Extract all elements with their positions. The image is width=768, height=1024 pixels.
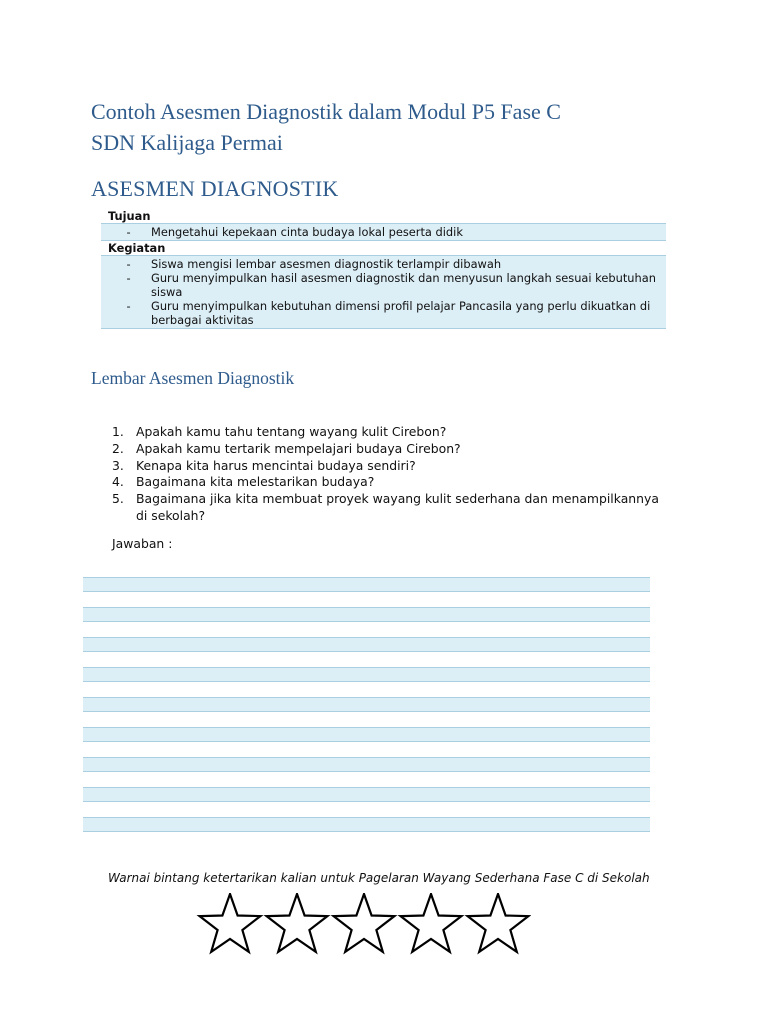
tujuan-label: Tujuan <box>108 209 151 223</box>
list-item <box>101 299 666 327</box>
question-item <box>112 458 672 475</box>
star-instruction: Warnai bintang ketertarikan kalian untuk Pagelaran Wayang Sederhana Fase C di Sekolah <box>108 871 650 885</box>
question-item <box>112 491 672 525</box>
dash-bullet: - <box>126 271 131 285</box>
list-item <box>101 271 666 299</box>
title-line-2: SDN Kalijaga Permai <box>91 130 283 155</box>
question-item <box>112 424 672 441</box>
question-list <box>112 424 672 525</box>
document-title <box>91 96 731 158</box>
dash-bullet: - <box>126 257 131 271</box>
kegiatan-label: Kegiatan <box>108 241 166 255</box>
star-icon[interactable] <box>401 894 462 952</box>
kegiatan-item-text: Siswa mengisi lembar asesmen diagnostik terlampir dibawah <box>151 257 502 271</box>
list-item <box>101 225 666 239</box>
question-text: Bagaimana jika kita membuat proyek wayang kulit sederhana dan menampilkannya di sekolah? <box>136 491 659 523</box>
answer-line[interactable] <box>83 757 650 772</box>
answer-label: Jawaban : <box>112 536 173 551</box>
list-item <box>101 257 666 271</box>
question-number: 4. <box>112 474 124 490</box>
kegiatan-band <box>101 255 666 329</box>
answer-line[interactable] <box>83 727 650 742</box>
star-icon[interactable] <box>200 894 261 952</box>
star-icon[interactable] <box>334 894 395 952</box>
answer-line[interactable] <box>83 607 650 622</box>
question-text: Apakah kamu tertarik mempelajari budaya Cirebon? <box>136 440 461 456</box>
worksheet-heading: Lembar Asesmen Diagnostik <box>91 368 295 388</box>
star-icon[interactable] <box>267 894 328 952</box>
question-text: Bagaimana kita melestarikan budaya? <box>136 474 375 490</box>
question-text: Apakah kamu tahu tentang wayang kulit Cirebon? <box>136 424 447 439</box>
question-number: 1. <box>112 424 124 439</box>
question-text: Kenapa kita harus mencintai budaya sendiri? <box>136 457 416 473</box>
question-item <box>112 474 672 491</box>
kegiatan-item-text: Guru menyimpulkan hasil asesmen diagnostik dan menyusun langkah sesuai kebutuhan siswa <box>151 271 656 299</box>
dash-bullet: - <box>126 299 131 313</box>
answer-line[interactable] <box>83 817 650 832</box>
title-line-1: Contoh Asesmen Diagnostik dalam Modul P5 Fase C <box>91 99 561 124</box>
question-number: 3. <box>112 457 124 473</box>
dash-bullet: - <box>126 225 131 239</box>
answer-line[interactable] <box>83 787 650 802</box>
question-number: 2. <box>112 440 124 456</box>
answer-line[interactable] <box>83 637 650 652</box>
info-box <box>101 209 666 329</box>
star-icon[interactable] <box>468 894 529 952</box>
rating-stars <box>196 893 531 955</box>
answer-line[interactable] <box>83 667 650 682</box>
tujuan-item-text: Mengetahui kepekaan cinta budaya lokal peserta didik <box>151 225 463 239</box>
answer-line[interactable] <box>83 577 650 592</box>
kegiatan-item-text: Guru menyimpulkan kebutuhan dimensi profil pelajar Pancasila yang perlu dikuatkan di berbagai aktivitas <box>151 299 651 327</box>
question-number: 5. <box>112 491 124 507</box>
answer-lines <box>83 577 650 832</box>
tujuan-band <box>101 223 666 241</box>
question-item <box>112 441 672 458</box>
answer-line[interactable] <box>83 697 650 712</box>
section-heading: ASESMEN DIAGNOSTIK <box>91 176 339 201</box>
